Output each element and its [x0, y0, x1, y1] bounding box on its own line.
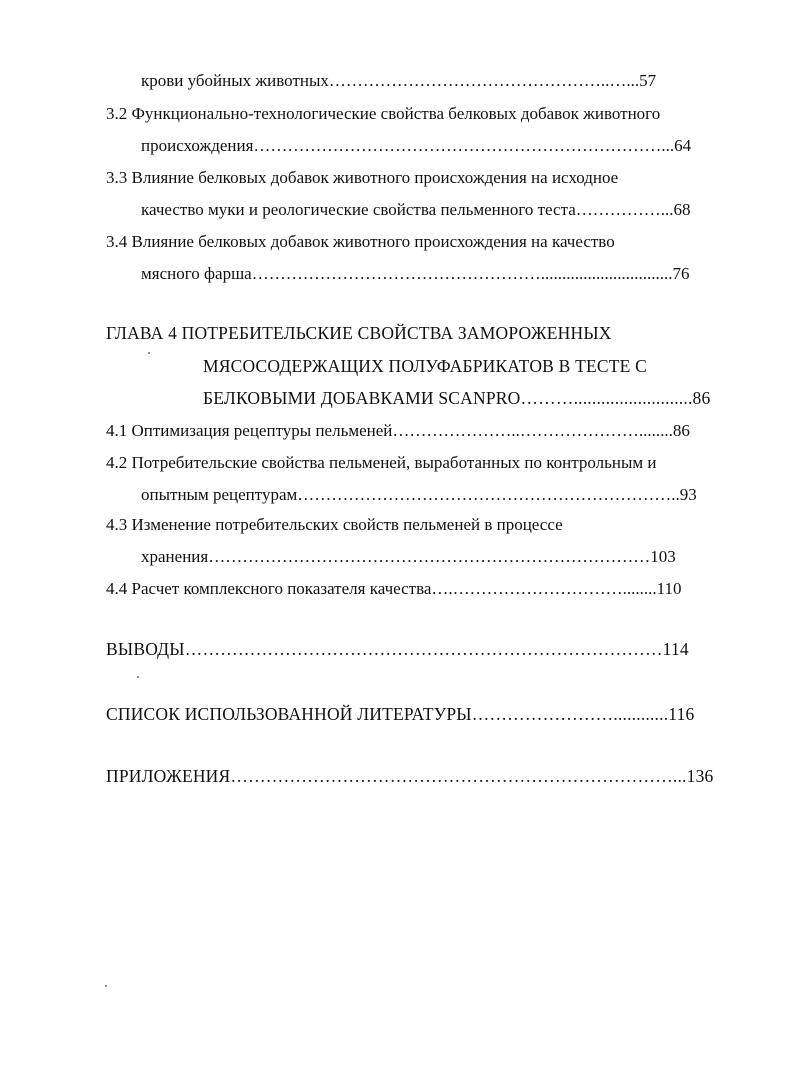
toc-entry-4-2-title: 4.2 Потребительские свойства пельменей, выработанных по контрольным и	[106, 453, 657, 472]
toc-entry-4-4: 4.4 Расчет комплексного показателя качества….…………………………........110	[106, 579, 682, 598]
toc-entry-3-2-page: происхождения………………………………………………………………...64	[141, 136, 692, 155]
toc-entry-3-1-continued: крови убойных животных…………………………………………..…...57	[141, 71, 657, 90]
toc-entry-4-2-page: опытным рецептурам…………………………………………………………..93	[141, 485, 697, 504]
toc-conclusions: ВЫВОДЫ………………………………………………………………………114	[106, 639, 689, 659]
toc-chapter-4-title-line2: МЯСОСОДЕРЖАЩИХ ПОЛУФАБРИКАТОВ В ТЕСТЕ С	[203, 356, 647, 376]
toc-entry-4-3-page: хранения……………………………………………………………………103	[141, 547, 676, 566]
toc-references: СПИСОК ИСПОЛЬЗОВАННОЙ ЛИТЕРАТУРЫ……………………............116	[106, 704, 695, 724]
toc-entry-3-3-page: качество муки и реологические свойства пельменного теста……………...68	[141, 200, 691, 219]
toc-entry-3-4-title: 3.4 Влияние белковых добавок животного происхождения на качество	[106, 232, 615, 251]
toc-entry-3-2-title: 3.2 Функционально-технологические свойства белковых добавок животного	[106, 104, 661, 123]
toc-entry-3-3-title: 3.3 Влияние белковых добавок животного происхождения на исходное	[106, 168, 619, 187]
toc-entry-3-4-page: мясного фарша……………………………………………...............................76	[141, 264, 690, 283]
toc-entry-4-1: 4.1 Оптимизация рецептуры пельменей…………………..…………………........86	[106, 421, 690, 440]
toc-chapter-4-title: ГЛАВА 4 ПОТРЕБИТЕЛЬСКИЕ СВОЙСТВА ЗАМОРОЖЕННЫХ	[106, 323, 612, 343]
scan-speck	[148, 352, 150, 354]
toc-chapter-4-page: БЕЛКОВЫМИ ДОБАВКАМИ SCANPRO………..........................86	[203, 388, 711, 408]
scan-speck	[137, 676, 139, 678]
scan-speck	[105, 985, 107, 987]
toc-appendices: ПРИЛОЖЕНИЯ…………………………………………………………………...136	[106, 766, 714, 786]
toc-entry-4-3-title: 4.3 Изменение потребительских свойств пельменей в процессе	[106, 515, 563, 534]
